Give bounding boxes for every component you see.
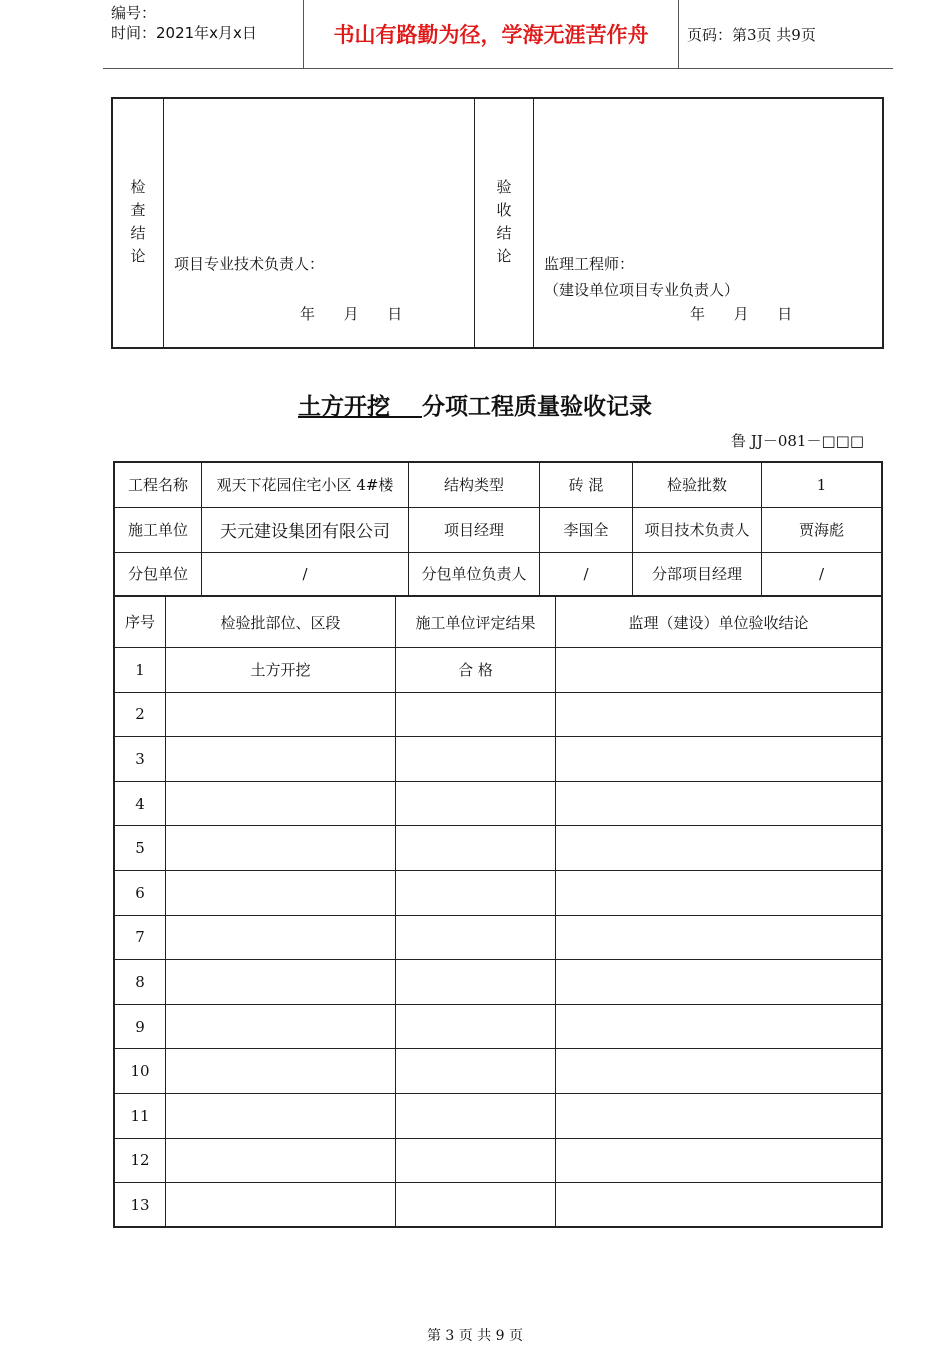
table-row xyxy=(114,1049,882,1094)
page-header xyxy=(103,0,893,69)
table-cell: 2 xyxy=(114,692,166,737)
table-cell xyxy=(556,781,883,826)
col-header-contractor-result: 施工单位评定结果 xyxy=(396,597,556,648)
table-row xyxy=(114,1093,882,1138)
form-title-rest: 分项工程质量验收记录 xyxy=(422,394,653,420)
table-cell xyxy=(556,826,883,871)
table-cell xyxy=(166,781,396,826)
table-cell xyxy=(556,1004,883,1049)
table-cell xyxy=(556,1093,883,1138)
table-row xyxy=(114,648,882,693)
table-row xyxy=(114,737,882,782)
serial-label: 编号： xyxy=(111,4,157,22)
page-footer: 第 3 页 共 9 页 xyxy=(426,1328,524,1344)
table-cell: 8 xyxy=(114,960,166,1005)
info-row xyxy=(114,552,882,596)
table-cell: 7 xyxy=(114,915,166,960)
table-cell xyxy=(396,1183,556,1228)
form-title-underlined: 土方开挖 xyxy=(297,394,390,420)
info-row xyxy=(114,507,882,552)
table-row xyxy=(114,692,882,737)
table-cell xyxy=(396,692,556,737)
table-row xyxy=(114,1183,882,1228)
table-cell xyxy=(166,915,396,960)
supervisor-sign: 监理工程师： xyxy=(544,255,635,273)
table-cell xyxy=(396,915,556,960)
table-cell xyxy=(166,1138,396,1183)
table-cell: 13 xyxy=(114,1183,166,1228)
table-cell xyxy=(556,737,883,782)
table-cell xyxy=(556,1138,883,1183)
form-title xyxy=(0,388,950,421)
table-body xyxy=(114,648,882,1228)
table-cell: 3 xyxy=(114,737,166,782)
info-cell: 砖 混 xyxy=(540,462,633,507)
table-cell xyxy=(166,1093,396,1138)
accept-sign-cell xyxy=(534,98,884,348)
accept-date: 年 月 日 xyxy=(690,305,793,323)
check-label-cell xyxy=(112,98,164,348)
table-cell: 6 xyxy=(114,870,166,915)
col-header-seq: 序号 xyxy=(114,597,166,648)
check-date: 年 月 日 xyxy=(300,305,403,323)
info-cell: 分包单位负责人 xyxy=(409,552,540,596)
info-cell: 观天下花园住宅小区 4#楼 xyxy=(202,462,409,507)
tech-leader-sign: 项目专业技术负责人： xyxy=(174,255,325,273)
table-cell xyxy=(396,781,556,826)
info-cell: / xyxy=(202,552,409,596)
table-cell xyxy=(166,1004,396,1049)
table-row xyxy=(114,915,882,960)
info-cell: 分部项目经理 xyxy=(633,552,762,596)
table-cell xyxy=(166,737,396,782)
table-cell xyxy=(556,648,883,693)
table-cell xyxy=(396,870,556,915)
check-sign-cell xyxy=(164,98,475,348)
col-header-location: 检验批部位、区段 xyxy=(166,597,396,648)
table-cell: 1 xyxy=(114,648,166,693)
table-cell: 土方开挖 xyxy=(166,648,396,693)
info-cell: 结构类型 xyxy=(409,462,540,507)
project-info-table xyxy=(113,461,883,597)
table-row xyxy=(114,826,882,871)
table-row xyxy=(114,1138,882,1183)
table-cell xyxy=(396,960,556,1005)
header-page-label: 页码：第3页 共9页 xyxy=(687,26,816,44)
table-row xyxy=(114,960,882,1005)
info-cell: 分包单位 xyxy=(114,552,202,596)
table-cell xyxy=(396,1093,556,1138)
table-cell: 12 xyxy=(114,1138,166,1183)
table-cell xyxy=(556,915,883,960)
check-conclusion-table xyxy=(111,97,884,349)
table-header-row xyxy=(114,597,882,648)
table-cell: 9 xyxy=(114,1004,166,1049)
table-cell xyxy=(166,826,396,871)
table-row xyxy=(114,870,882,915)
table-cell xyxy=(396,826,556,871)
info-cell: 工程名称 xyxy=(114,462,202,507)
accept-label: 验收结论 xyxy=(494,179,513,271)
table-cell xyxy=(556,692,883,737)
table-cell xyxy=(396,1049,556,1094)
table-cell: 10 xyxy=(114,1049,166,1094)
form-code: 鲁 JJ－081－□□□ xyxy=(731,432,864,450)
col-header-supervisor-result: 监理（建设）单位验收结论 xyxy=(556,597,883,648)
info-cell: 贾海彪 xyxy=(762,507,883,552)
header-meta xyxy=(111,3,257,43)
info-cell: 天元建设集团有限公司 xyxy=(202,507,409,552)
table-cell: 合 格 xyxy=(396,648,556,693)
table-cell xyxy=(396,737,556,782)
table-cell xyxy=(166,1049,396,1094)
info-cell: 李国全 xyxy=(540,507,633,552)
table-cell xyxy=(166,960,396,1005)
table-cell xyxy=(166,692,396,737)
table-cell xyxy=(396,1138,556,1183)
table-cell xyxy=(556,960,883,1005)
info-cell: 检验批数 xyxy=(633,462,762,507)
header-motto: 书山有路勤为径，学海无涯苦作舟 xyxy=(303,0,679,68)
accept-label-cell xyxy=(475,98,534,348)
check-label: 检查结论 xyxy=(128,179,147,271)
info-cell: 1 xyxy=(762,462,883,507)
table-cell xyxy=(166,870,396,915)
table-cell xyxy=(556,1183,883,1228)
table-cell xyxy=(166,1183,396,1228)
table-cell xyxy=(396,1004,556,1049)
owner-sign: （建设单位项目专业负责人） xyxy=(544,281,740,299)
table-row xyxy=(114,1004,882,1049)
info-cell: 项目技术负责人 xyxy=(633,507,762,552)
info-cell: / xyxy=(540,552,633,596)
table-cell xyxy=(556,1049,883,1094)
info-cell: 施工单位 xyxy=(114,507,202,552)
table-row xyxy=(114,781,882,826)
info-row xyxy=(114,462,882,507)
table-cell xyxy=(556,870,883,915)
time-label: 时间：2021年x月x日 xyxy=(111,24,257,42)
inspection-batch-table xyxy=(113,596,883,1228)
table-cell: 4 xyxy=(114,781,166,826)
table-cell: 11 xyxy=(114,1093,166,1138)
table-cell: 5 xyxy=(114,826,166,871)
info-cell: / xyxy=(762,552,883,596)
info-cell: 项目经理 xyxy=(409,507,540,552)
